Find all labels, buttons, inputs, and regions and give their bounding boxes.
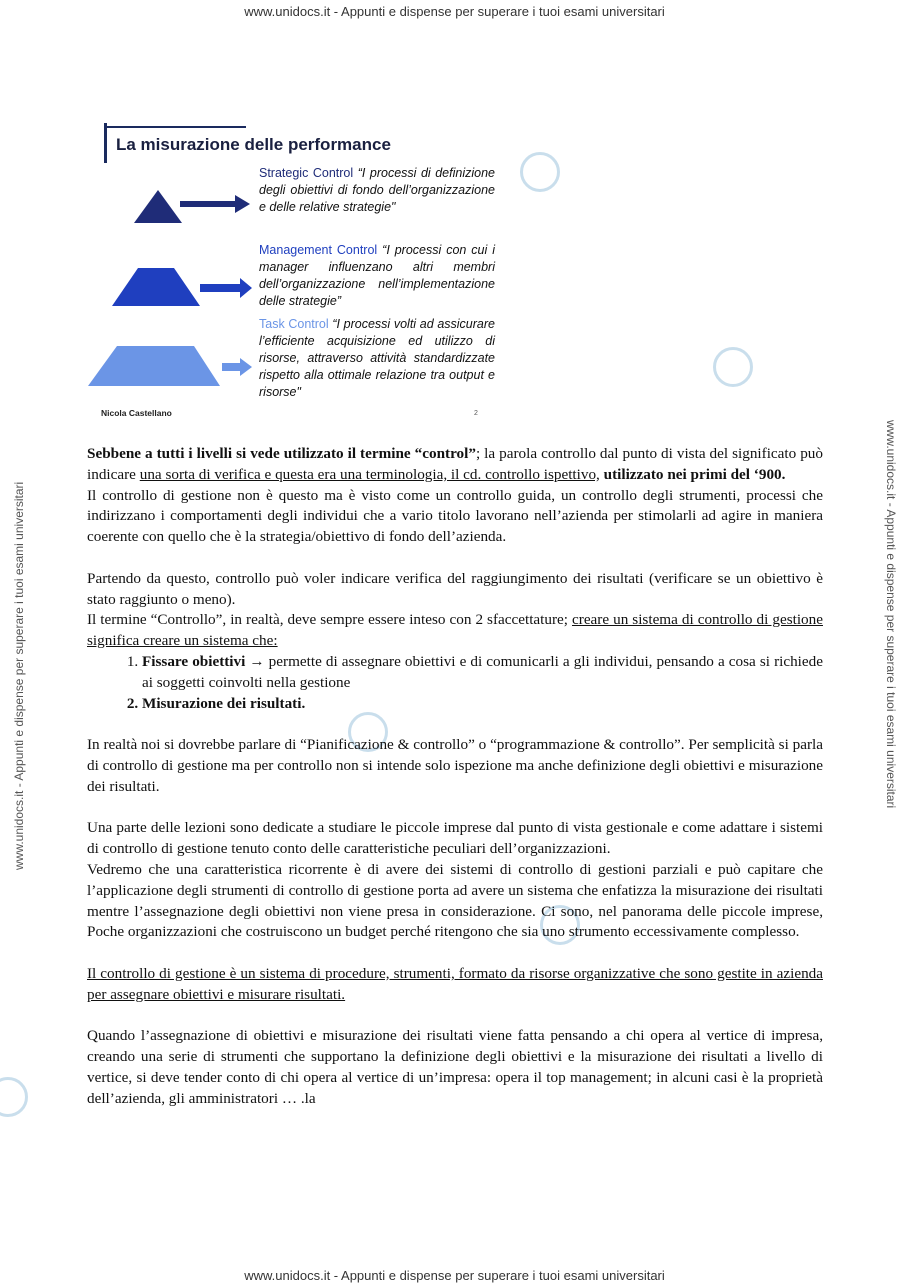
document-body	[87, 444, 823, 1110]
paragraph: Sebbene a tutti i livelli si vede utilizzato il termine “control”; la parola controllo dal punto di vista del significato può indicare una sorta di verifica e questa era una terminologia, il cd. controllo ispettivo, utilizzato nei primi del ‘900.	[87, 445, 823, 483]
paragraph: Una parte delle lezioni sono dedicate a studiare le piccole imprese dal punto di vista gestionale e come adattare i sistemi di controllo di gestione tenuto conto delle caratteristiche peculiari dell’organizzazioni.	[87, 819, 823, 858]
management-arrow-icon	[200, 278, 252, 298]
numbered-list	[87, 652, 823, 714]
watermark-logo-icon	[520, 152, 560, 192]
task-control-quote: “I processi volti ad assicurare l’efficiente acquisizione ed utilizzo di risorse, attraverso attività standardizzate rispetto alla ottimale relazione tra output e risorse"	[259, 317, 495, 399]
task-arrow-icon	[222, 358, 252, 376]
slide-title: La misurazione delle performance	[116, 135, 391, 154]
strategic-triangle	[134, 190, 182, 223]
slide-page-number: 2	[474, 410, 478, 417]
paragraph: Quando l’assegnazione di obiettivi e misurazione dei risultati viene fatta pensando a chi opera al vertice di impresa, creando una serie di strumenti che supportano la definizione degli obiettivi e la misurazione dei risultati a livello di vertice, si deve tender conto di chi opera al vertice di un’impresa: opera il top management; in alcuni casi è la proprietà dell’azienda, gli amministratori … .la	[87, 1027, 823, 1107]
strategic-control-text	[259, 165, 495, 216]
paragraph: Vedremo che una caratteristica ricorrente è di avere dei sistemi di controllo di gestioni parziali e può capitare che l’applicazione degli strumenti di controllo di gestione porta ad avere un sistema che enfatizza la misurazione dei risultati mentre l’assegnazione degli obiettivi non viene presa in considerazione. Ci sono, nel panorama delle piccole imprese, Poche organizzazioni che costruiscono un budget perché ritengono che sia uno strumento eccessivamente complesso.	[87, 860, 823, 941]
management-control-label: Management Control	[259, 243, 378, 257]
watermark-logo-icon	[0, 1077, 28, 1117]
page-footer: www.unidocs.it - Appunti e dispense per superare i tuoi esami universitari	[244, 1268, 665, 1283]
slide-author: Nicola Castellano	[101, 408, 172, 418]
side-watermark-right: www.unidocs.it - Appunti e dispense per superare i tuoi esami universitari	[884, 420, 898, 809]
watermark-logo-icon	[713, 347, 753, 387]
management-control-text	[259, 242, 495, 310]
paragraph: Il termine “Controllo”, in realtà, deve sempre essere inteso con 2 sfaccettature; creare un sistema di controllo di gestione significa creare un sistema che:	[87, 611, 823, 650]
side-watermark-left: www.unidocs.it - Appunti e dispense per superare i tuoi esami universitari	[12, 481, 26, 870]
list-item: 2. Misurazione dei risultati.	[142, 694, 823, 715]
task-control-text	[259, 316, 495, 401]
task-control-label: Task Control	[259, 317, 329, 331]
strategic-control-label: Strategic Control	[259, 166, 354, 180]
slide-figure	[88, 118, 508, 428]
task-trapezoid	[88, 346, 220, 386]
management-control-quote: “I processi con cui i manager influenzano altri membri dell’organizzazione nell’implementazione delle strategie”	[259, 243, 496, 308]
definition-paragraph: Il controllo di gestione è un sistema di procedure, strumenti, formato da risorse organizzative che sono gestite in azienda per assegnare obiettivi e misurare risultati.	[87, 964, 823, 1003]
paragraph: Il controllo di gestione non è questo ma è visto come un controllo guida, un controllo degli strumenti, processi che indirizzano i comportamenti degli individui che a vario titolo lavorano nell’azienda per stimolarli ad agire in maniera coerente con quello che è la strategia/obiettivo di fondo dell’azienda.	[87, 486, 823, 546]
paragraph: Partendo da questo, controllo può voler indicare verifica del raggiungimento dei risultati (verificare se un obiettivo è stato raggiunto o meno).	[87, 569, 823, 608]
strategic-arrow-icon	[180, 195, 250, 213]
paragraph: In realtà noi si dovrebbe parlare di “Pianificazione & controllo” o “programmazione & controllo”. Per semplicità si parla di controllo di gestione ma per controllo non si intende solo ispezione ma anche definizione degli obiettivi e misurazione dei risultati.	[87, 736, 823, 795]
management-trapezoid	[112, 268, 200, 306]
list-item: 1. Fissare obiettivi → permette di assegnare obiettivi e di comunicarli a gli individui, pensando a cosa si richiede ai soggetti coinvolti nella gestione	[142, 652, 823, 694]
strategic-control-quote: “I processi di definizione degli obiettivi di fondo dell’organizzazione e delle relative strategie"	[259, 166, 495, 214]
page-header: www.unidocs.it - Appunti e dispense per superare i tuoi esami universitari	[244, 4, 665, 19]
